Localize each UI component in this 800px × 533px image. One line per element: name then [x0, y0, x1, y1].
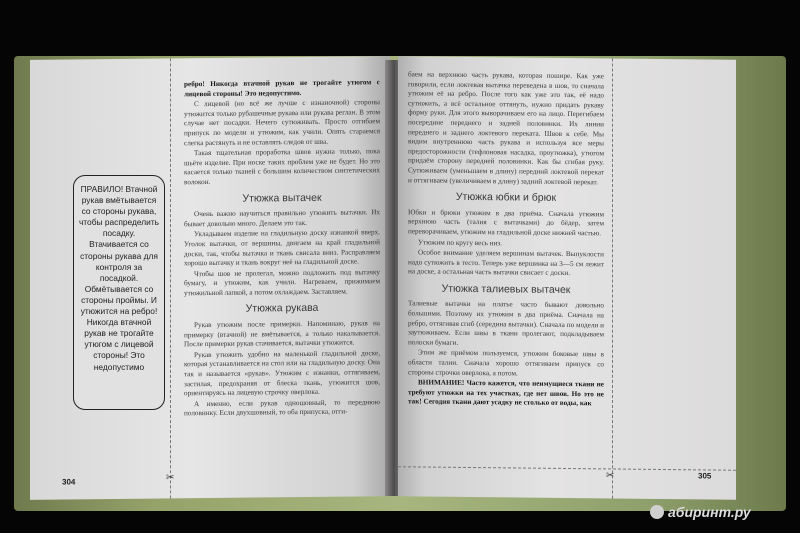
left-page-number: 304: [62, 477, 76, 487]
left-heading-1: Утюжка вытачек: [242, 191, 322, 205]
right-paragraph-6: Этим же приёмом пользуемся, утюжим боковые швы в области талии. Сначала хорошо оттягиваем припуск со стороны строчки оверлока, а потом.: [408, 348, 604, 378]
right-text-column: [408, 70, 604, 410]
left-paragraph-9: А именно, если рукав одношовный, то переднюю половинку. Если двухшовный, то оба припуска, отги-: [184, 398, 380, 418]
left-paragraph-1: ребро! Никогда втачной рукав не трогайте утюгом с лицевой стороны! Это недопустимо.: [184, 78, 380, 98]
left-heading-2: Утюжка рукава: [245, 302, 319, 316]
left-paragraph-3: Такая тщательная проработка швов нужна только, пока шьёте изделие. При носке таких проблем уже не будет. Но это касается только тканей с большим количеством синтетических волокон.: [184, 147, 380, 187]
left-paragraph-6: Чтобы шов не пролегал, можно подложить под вытачку бумагу, и утюжим, как учили. Нагреваем, прижимаем утюжильной лапкой, а потом охлаждаем. Заставляем.: [184, 267, 380, 298]
left-text-column: [184, 78, 380, 420]
watermark-text: абиринт.ру: [668, 504, 751, 520]
scissors-icon-right: ✂: [606, 470, 615, 482]
right-page-number: 305: [698, 471, 712, 481]
right-paragraph-3: Утюжим по кругу весь низ.: [418, 237, 503, 247]
left-paragraph-7: Рукав утюжим после примерки. Напоминаю, рукав на примерку (втачной) не вмётывается, а только накалывается. После примерки рукав стачивается, вытачки утюжится.: [184, 319, 380, 349]
right-page: [398, 56, 736, 500]
right-paragraph-5: Талиевые вытачки на платье часто бывают довольно большими. Поэтому их утюжим в два приёма. Сначала на ребро, оттягивая сгиб (середина вытачки). Сначала по модели и заутюживаем. Если швы в ткани пролегают, подкладываем полоски бумаги.: [408, 299, 604, 347]
right-paragraph-2: Юбки и брюки утюжим в два приёма. Сначала утюжим верхнюю часть (талия с вытачками) до бёдер, затем переворачиваем, утюжим на гладильной доске нижней частью.: [408, 208, 604, 238]
right-paragraph-7: ВНИМАНИЕ! Часто кажется, что неимущиеся ткани не требуют утюжки на тех участках, где нет швов. Но это не так! Сегодня ткани дают усадку не столько от воды, как: [408, 378, 604, 408]
left-paragraph-5: Укладываем изделие на гладильную доску изнанкой вверх. Уголок вытачки, от вершины, двигаем на край гладильной доски, так, чтобы вытачка и ткань свисала вниз. Расправляем хорошо вытачку и ткань вокруг неё на гладильной доске.: [184, 228, 380, 268]
left-paragraph-4: Очень важно научиться правильно утюжить вытачки. Их бывает довольно много. Делаем это так.: [184, 208, 380, 228]
watermark-logo: [650, 504, 751, 520]
right-paragraph-4: Особое внимание уделяем вершинам вытачек. Выпуклости надо сутюжить в тесто. Теперь уже вершинка на 3—5 см лежит на доске, а остальная часть вытачки свисает с доски.: [408, 248, 604, 278]
right-bottom-dashed-line: [398, 466, 736, 471]
left-paragraph-2: С лицевой (но всё же лучше с изнаночной) стороны утюжится только рубашечные рукава или рукава реглан. В этом случае нет посадки. Нечего сутюживать. Просто отгибаем припуск по модели и утюжим, как учили. Опять стараемся слегка растянуть и не оставлять следов от шва.: [184, 98, 380, 147]
right-heading-1: Утюжка юбки и брюк: [455, 190, 557, 205]
labirint-logo-icon: [650, 505, 664, 519]
margin-dashed-line: [170, 58, 171, 498]
scissors-icon: ✂: [166, 472, 175, 484]
right-heading-2: Утюжка талиевых вытачек: [441, 282, 571, 296]
left-paragraph-8: Рукав утюжить удобно на маленькой гладильной доске, которая устанавливается на стол или на гладильную доску. Она так и называется «рукав». Утюжим с изнанки, оттягиваем, застилая, предохраняя от блеска ткань, утюжится шов, ориентируясь на лицевую строчку оверлока.: [184, 349, 380, 398]
right-paragraph-1: баем на верхнюю часть рукава, которая пошире. Как уже говорили, если локтевая вытачка переведена в шов, то сначала утюжим её на ребро. После того как уже это так, её надо сутюжить, а всё остальное оттянуть, нужно придать рукаву форму руки. Для этого выворачиваем его на лицо. Перегибаем посередине переднего и задней половинки. Их линии переднего и заднего локтевого переката. Швов к себе. Мы видим внутреннюю часть рукава и используя все меры предосторожности (тефлоновая насадка, проутюжка), утюгом придаём сторону передней половинки. Как бы сгибая руку. Сутюживаем (уменьшаем в длину) передний локтевой перекат и оттягиваем (увеличиваем в длину) задний локтевой перекат.: [408, 70, 604, 186]
rule-callout-box: ПРАВИЛО! Втачной рукав вмётывается со стороны рукава, чтобы распределить посадку. Втачивается со стороны рукава для контроля за посадкой. Обмётывается со стороны проймы. И утюжится на ребро! Никогда втачной рукав не трогайте утюгом с лицевой стороны! Это недопустимо: [73, 175, 165, 410]
right-margin-dashed-line: [612, 58, 613, 498]
